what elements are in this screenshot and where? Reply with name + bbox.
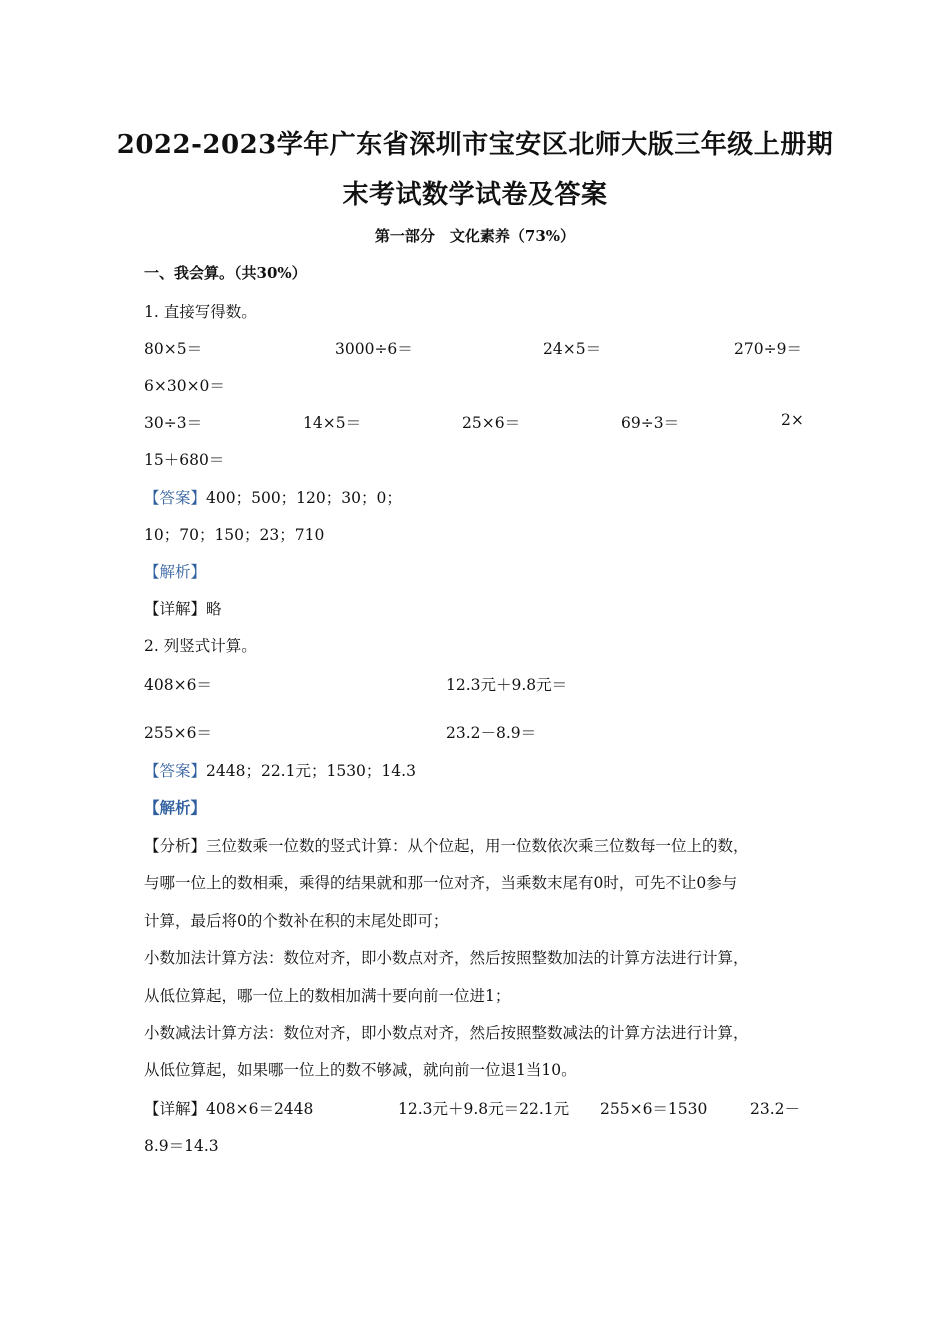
q1-answer-cont: 10；70；150；23；710 <box>144 526 325 544</box>
detail-text: 408×6＝2448 <box>206 1100 314 1118</box>
q1-item: 2× <box>781 411 804 429</box>
q2-analysis-tag: 【解析】 <box>144 798 207 817</box>
answer-text: 2448；22.1元；1530；14.3 <box>206 762 416 780</box>
q1-stem: 1. 直接写得数。 <box>144 303 257 321</box>
title-line-2: 末考试数学试卷及答案 <box>342 180 608 210</box>
q1-item: 80×5＝ <box>144 340 203 358</box>
answer-tag: 【答案】 <box>144 762 207 780</box>
q1-item: 6×30×0＝ <box>144 377 225 395</box>
q2-analysis-line: 计算，最后将0的个数补在积的末尾处即可； <box>144 912 449 930</box>
q1-item: 30÷3＝ <box>144 414 203 432</box>
q2-detail <box>144 1097 313 1119</box>
q1-analysis-tag: 【解析】 <box>144 563 207 581</box>
q2-detail-item: 23.2－ <box>750 1100 801 1118</box>
q1-item: 14×5＝ <box>303 414 362 432</box>
q1-detail <box>144 597 222 619</box>
q2-item: 12.3元＋9.8元＝ <box>446 676 568 694</box>
q2-analysis-line: 小数减法计算方法：数位对齐，即小数点对齐，然后按照整数减法的计算方法进行计算， <box>144 1024 749 1042</box>
q2-detail-wrap: 8.9＝14.3 <box>144 1137 219 1155</box>
answer-tag: 【答案】 <box>144 489 207 507</box>
part-heading: 第一部分 文化素养（73%） <box>374 227 576 245</box>
q1-item: 69÷3＝ <box>621 414 680 432</box>
q2-item: 408×6＝ <box>144 676 212 694</box>
q1-item: 25×6＝ <box>462 414 521 432</box>
detail-tag: 【详解】 <box>144 600 207 618</box>
q2-detail-item: 255×6＝1530 <box>600 1100 708 1118</box>
q1-item: 3000÷6＝ <box>335 340 413 358</box>
q2-item: 255×6＝ <box>144 724 212 742</box>
q2-analysis-line: 与哪一位上的数相乘，乘得的结果就和那一位对齐，当乘数末尾有0时，可先不让0参与 <box>144 874 738 892</box>
q2-analysis-line <box>144 834 749 856</box>
q1-item: 24×5＝ <box>543 340 602 358</box>
q2-item: 23.2－8.9＝ <box>446 724 537 742</box>
detail-tag: 【详解】 <box>144 1100 207 1118</box>
detail-text: 略 <box>206 600 222 618</box>
title-line-1: 2022-2023学年广东省深圳市宝安区北师大版三年级上册期 <box>116 130 834 160</box>
q2-answer <box>144 759 416 781</box>
q1-item: 270÷9＝ <box>734 340 802 358</box>
q2-analysis-line: 从低位算起，哪一位上的数相加满十要向前一位进1； <box>144 987 511 1005</box>
q2-analysis-line: 小数加法计算方法：数位对齐，即小数点对齐，然后按照整数加法的计算方法进行计算， <box>144 949 749 967</box>
q2-stem: 2. 列竖式计算。 <box>144 637 257 655</box>
q2-analysis-line: 从低位算起，如果哪一位上的数不够减，就向前一位退1当10。 <box>144 1061 577 1079</box>
analysis-tag: 【分析】 <box>144 837 207 855</box>
q2-detail-item: 12.3元＋9.8元＝22.1元 <box>398 1100 570 1118</box>
q1-item: 15＋680＝ <box>144 451 225 469</box>
q1-answer <box>144 486 402 508</box>
answer-text: 400；500；120；30；0； <box>206 489 402 507</box>
analysis-text: 三位数乘一位数的竖式计算：从个位起，用一位数依次乘三位数每一位上的数， <box>206 837 749 855</box>
section-heading: 一、我会算。（共30%） <box>144 264 307 282</box>
